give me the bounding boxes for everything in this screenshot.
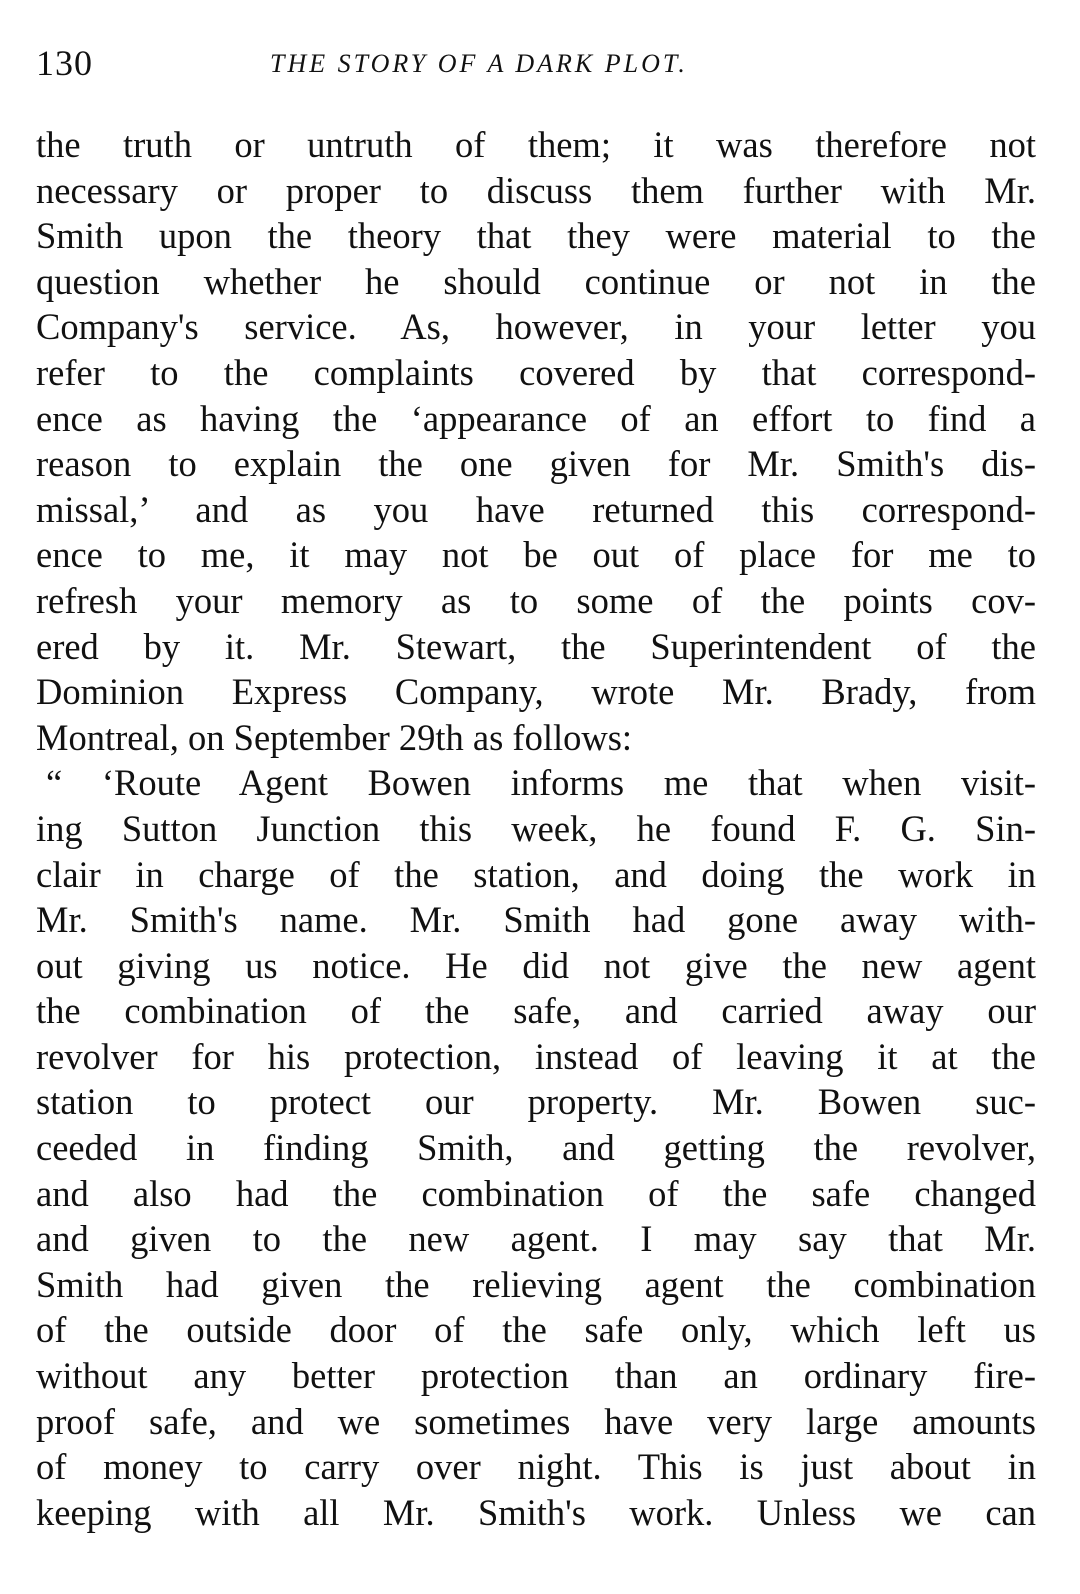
text-line: of money to carry over night. This is just about in	[36, 1446, 1036, 1488]
text-line: necessary or proper to discuss them further with Mr.	[36, 169, 1036, 211]
text-line: missal,’ and as you have returned this correspond-	[36, 488, 1036, 530]
text-line: and also had the combination of the safe changed	[36, 1172, 1036, 1214]
text-line: refer to the complaints covered by that correspond-	[36, 351, 1036, 393]
text-line: ence to me, it may not be out of place for me to	[36, 534, 1036, 576]
text-line: the combination of the safe, and carried away our	[36, 990, 1036, 1032]
text-line: ceeded in finding Smith, and getting the revolver,	[36, 1127, 1036, 1169]
text-line: clair in charge of the station, and doing the work in	[36, 853, 1036, 895]
text-line: question whether he should continue or not in the	[36, 260, 1036, 302]
text-line: reason to explain the one given for Mr. Smith's dis-	[36, 443, 1036, 485]
text-line: refresh your memory as to some of the points cov-	[36, 579, 1036, 621]
text-line: Smith had given the relieving agent the combination	[36, 1263, 1036, 1305]
text-line: Smith upon the theory that they were material to the	[36, 215, 1036, 257]
text-line: station to protect our property. Mr. Bowen suc-	[36, 1081, 1036, 1123]
running-head	[36, 40, 1036, 86]
text-line: without any better protection than an ordinary fire-	[36, 1355, 1036, 1397]
text-line: and given to the new agent. I may say that Mr.	[36, 1218, 1036, 1260]
text-line: keeping with all Mr. Smith's work. Unless we can	[36, 1491, 1036, 1533]
text-line: the truth or untruth of them; it was therefore not	[36, 124, 1036, 165]
text-line: of the outside door of the safe only, which left us	[36, 1309, 1036, 1351]
text-line: Mr. Smith's name. Mr. Smith had gone away with-	[36, 899, 1036, 941]
text-line: Dominion Express Company, wrote Mr. Brady, from	[36, 671, 1036, 713]
running-title: THE STORY OF A DARK PLOT.	[270, 49, 688, 78]
text-line: proof safe, and we sometimes have very large amounts	[36, 1400, 1036, 1442]
page-number: 130	[36, 43, 93, 83]
text-line: ence as having the ‘appearance of an effort to find a	[36, 397, 1036, 439]
body-text	[36, 122, 1036, 1535]
text-line: Company's service. As, however, in your letter you	[36, 306, 1036, 348]
text-line: ing Sutton Junction this week, he found F. G. Sin-	[36, 807, 1036, 849]
paragraph-end-line: Montreal, on September 29th as follows:	[36, 716, 633, 758]
text-line: revolver for his protection, instead of leaving it at the	[36, 1035, 1036, 1077]
quoted-paragraph-start-line: “ ‘Route Agent Bowen informs me that when visit-	[46, 762, 1036, 804]
text-line: out giving us notice. He did not give the new agent	[36, 944, 1036, 986]
text-line: ered by it. Mr. Stewart, the Superintendent of the	[36, 625, 1036, 667]
